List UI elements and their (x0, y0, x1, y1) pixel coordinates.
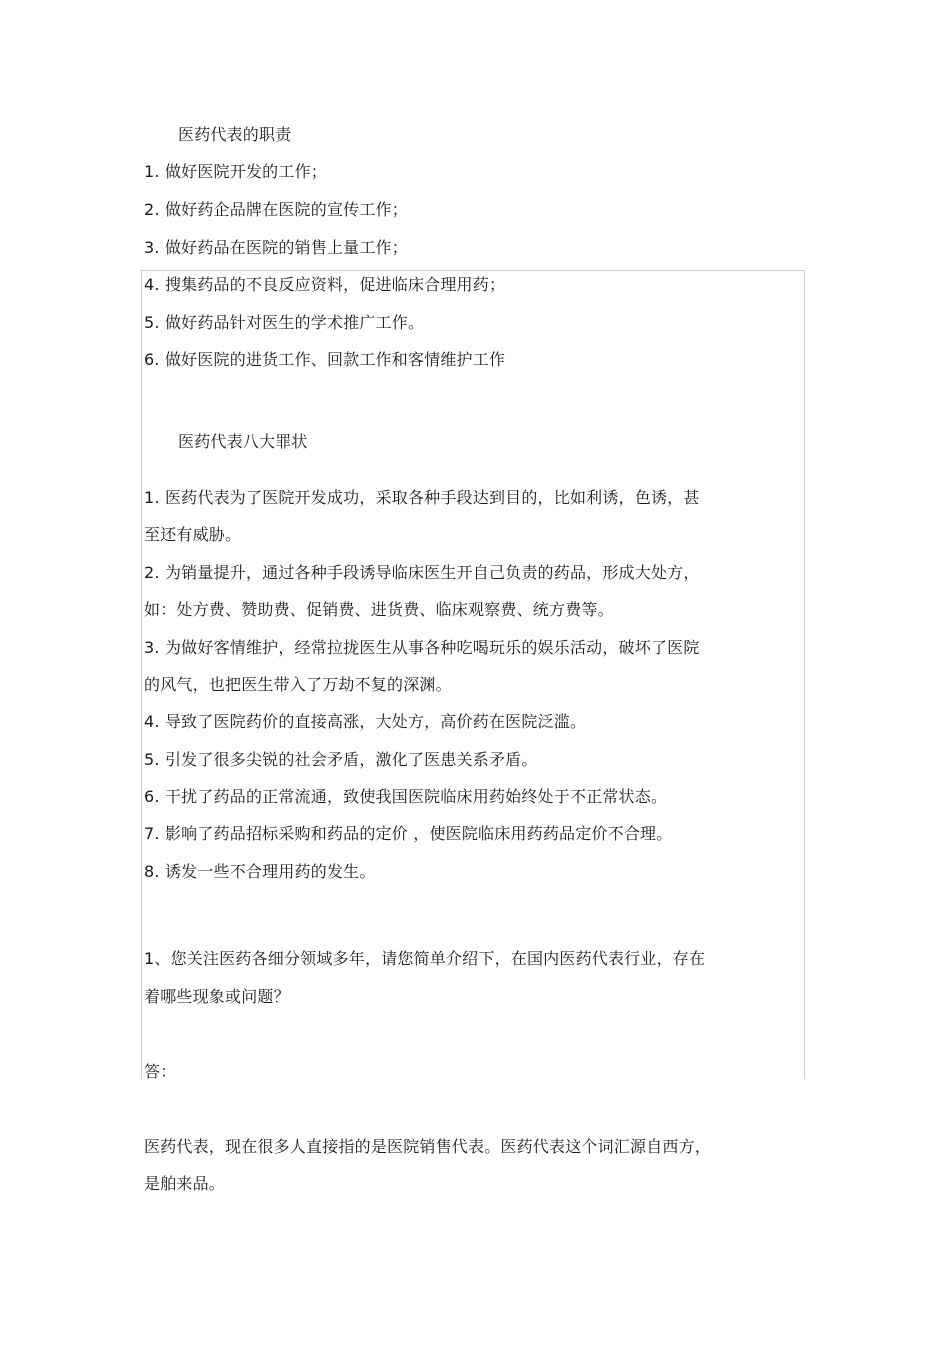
crime-line-9: 6. 干扰了药品的正常流通，致使我国医院临床用药始终处于不正常状态。 (144, 787, 668, 806)
crime-line-10: 7. 影响了药品招标采购和药品的定价 ，使医院临床用药药品定价不合理。 (144, 824, 673, 843)
duty-item-1: 1. 做好医院开发的工作； (144, 162, 327, 181)
question-line-1: 1、您关注医药各细分领域多年，请您简单介绍下，在国内医药代表行业，存在 (144, 949, 706, 968)
duty-item-4: 4. 搜集药品的不良反应资料，促进临床合理用药； (144, 275, 506, 294)
answer-line-2: 是舶来品。 (144, 1174, 226, 1193)
crimes-title: 医药代表八大罪状 (178, 432, 308, 451)
duty-item-3: 3. 做好药品在医院的销售上量工作； (144, 238, 408, 257)
crime-line-5: 3. 为做好客情维护，经常拉拢医生从事各种吃喝玩乐的娱乐活动，破坏了医院 (144, 638, 700, 657)
crime-line-3: 2. 为销量提升，通过各种手段诱导临床医生开自己负责的药品，形成大处方， (144, 563, 700, 582)
duty-item-2: 2. 做好药企品牌在医院的宣传工作； (144, 200, 408, 219)
crime-line-2: 至还有威胁。 (144, 525, 242, 544)
duty-item-6: 6. 做好医院的进货工作、回款工作和客情维护工作 (144, 350, 506, 369)
answer-label: 答： (144, 1062, 177, 1081)
crime-line-4: 如：处方费、赞助费、促销费、进货费、临床观察费、统方费等。 (144, 600, 614, 619)
crime-line-8: 5. 引发了很多尖锐的社会矛盾，激化了医患关系矛盾。 (144, 750, 538, 769)
crime-line-7: 4. 导致了医院药价的直接高涨，大处方，高价药在医院泛滥。 (144, 712, 587, 731)
duty-item-5: 5. 做好药品针对医生的学术推广工作。 (144, 313, 425, 332)
crime-line-11: 8. 诱发一些不合理用药的发生。 (144, 862, 376, 881)
answer-line-1: 医药代表，现在很多人直接指的是医院销售代表。医药代表这个词汇源自西方， (144, 1137, 712, 1156)
crime-line-1: 1. 医药代表为了医院开发成功，采取各种手段达到目的，比如利诱，色诱，甚 (144, 488, 700, 507)
duties-title: 医药代表的职责 (178, 125, 292, 144)
question-line-2: 着哪些现象或问题？ (144, 987, 290, 1006)
crime-line-6: 的风气，也把医生带入了万劫不复的深渊。 (144, 675, 452, 694)
